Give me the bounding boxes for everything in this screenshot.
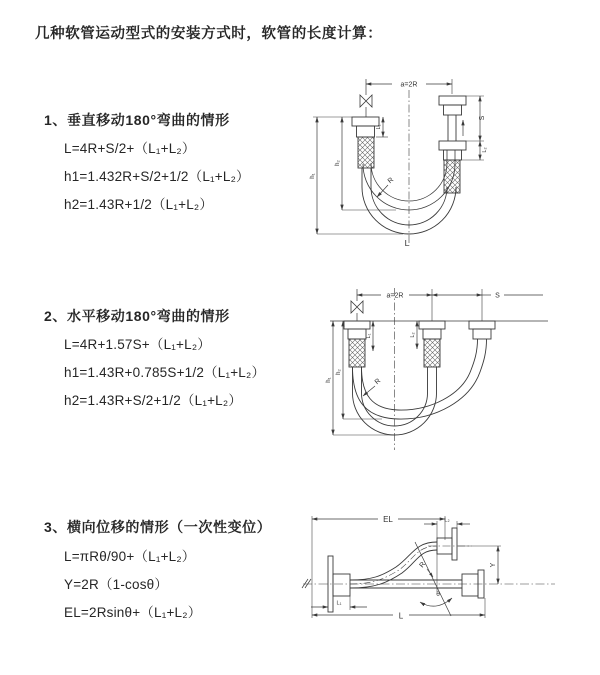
section-1-formula-L: L=4R+S/2+（L₁+L₂） (64, 141, 196, 156)
valve-icon (360, 95, 372, 107)
section-1-formula-h2: h2=1.43R+1/2（L₁+L₂） (64, 197, 214, 212)
valve-icon (351, 301, 363, 313)
section-3-formula-Y: Y=2R（1-cosθ） (64, 577, 169, 592)
dim-label-l1: L₁ (336, 600, 342, 607)
section-1-formula-h1: h1=1.432R+S/2+1/2（L₁+L₂） (64, 169, 250, 184)
dim-label-s: S (495, 292, 500, 300)
dim-label-s: S (479, 115, 486, 121)
dim-label-length: L (398, 611, 404, 621)
braid-hose-middle (424, 339, 440, 367)
section-3-formula-EL: EL=2Rsinθ+（L₁+L₂） (64, 605, 202, 620)
section-1-heading: 1、垂直移动180°弯曲的情形 (44, 112, 230, 128)
dim-label-a2r: a=2R (400, 81, 418, 89)
section-3-heading: 3、横向位移的情形（一次性变位） (44, 519, 272, 535)
page-title: 几种软管运动型式的安装方式时，软管的长度计算： (35, 26, 383, 42)
dim-label-l2: L₂ (482, 147, 488, 153)
dim-label-l2: L₂ (444, 517, 450, 524)
dim-label-h2: h₂ (335, 160, 341, 166)
diagram-lateral-offset (296, 508, 578, 652)
section-2-formula-h2: h2=1.43R+S/2+1/2（L₁+L₂） (64, 393, 243, 408)
section-3-formula-L: L=πRθ/90+（L₁+L₂） (64, 549, 196, 564)
dim-label-a2r: a=2R (386, 292, 404, 300)
dim-label-h1: h₁ (310, 173, 316, 179)
dim-label-h2: h₂ (336, 369, 342, 375)
braid-hose-right (444, 160, 460, 193)
dim-label-l2: L₂ (410, 332, 416, 338)
section-2-formula-L: L=4R+1.57S+（L₁+L₂） (64, 337, 211, 352)
section-2-formula-h1: h1=1.43R+0.785S+1/2（L₁+L₂） (64, 365, 266, 380)
dim-label-r: R (386, 176, 396, 186)
braid-hose-left (358, 137, 374, 168)
diagram-vertical-180-bend (296, 70, 540, 252)
dim-label-el: EL (383, 515, 393, 524)
diagram-horizontal-180-bend (318, 283, 554, 455)
dim-label-r: R (418, 560, 428, 570)
dim-label-l1: L₁ (376, 124, 382, 130)
dim-label-r: R (373, 377, 383, 387)
dim-label-h1: h₁ (326, 377, 332, 383)
dim-label-length: L (404, 238, 410, 248)
dim-label-l1: L₁ (366, 333, 372, 339)
dim-label-y: Y (490, 562, 497, 568)
braid-hose-left (349, 339, 365, 367)
axis-break-mark (302, 579, 311, 588)
dim-label-theta: θ (436, 591, 440, 598)
section-2-heading: 2、水平移动180°弯曲的情形 (44, 308, 230, 324)
